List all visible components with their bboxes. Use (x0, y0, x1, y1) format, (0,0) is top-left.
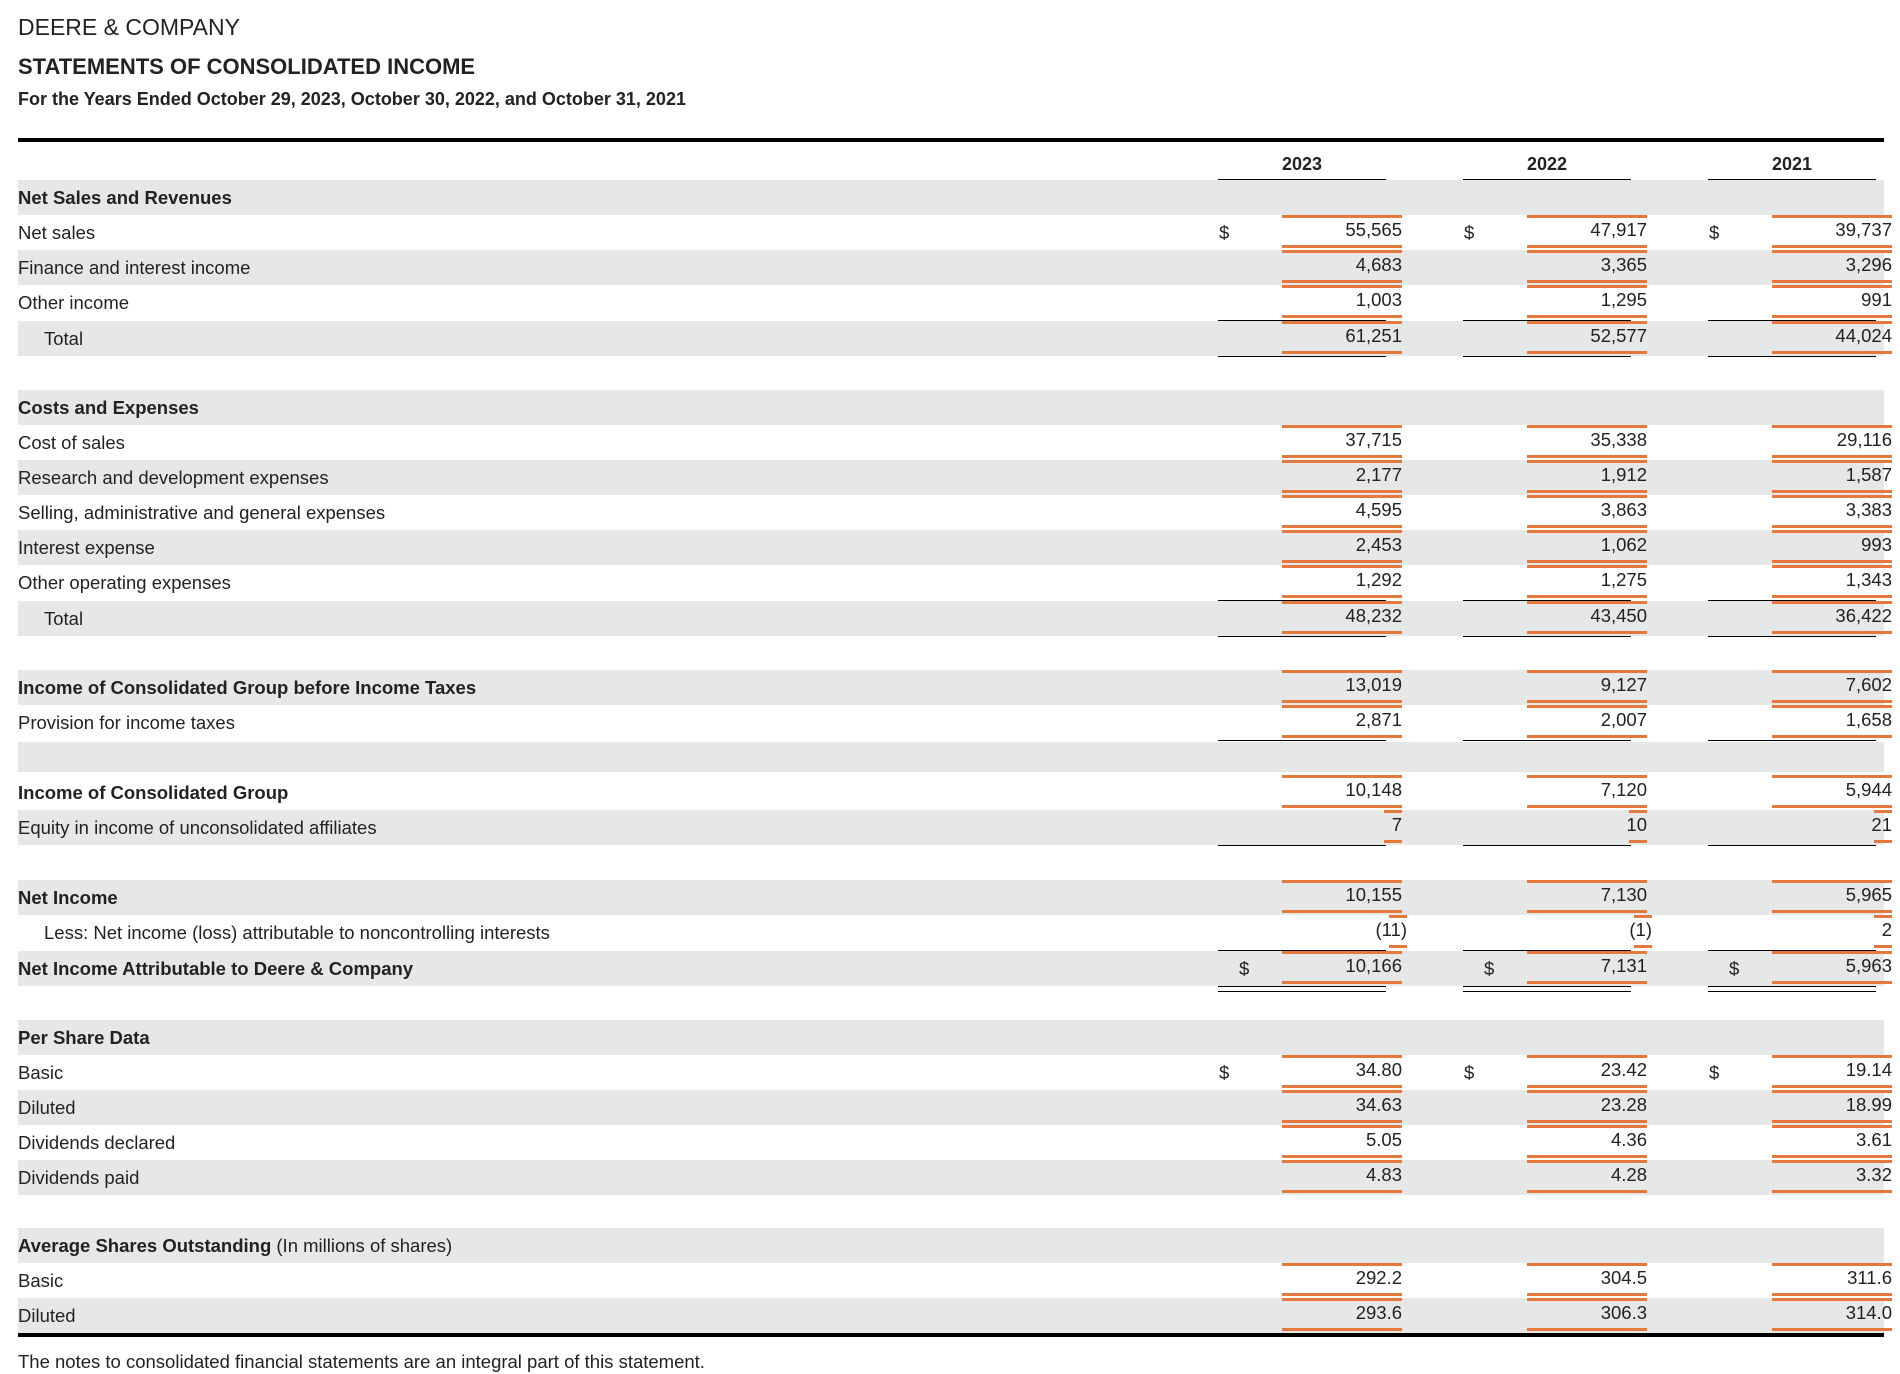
value-2022: 10 (1527, 810, 1647, 845)
subtotal-rule (1218, 740, 1386, 741)
section-heading-row (18, 1228, 1884, 1263)
currency-symbol: $ (1464, 222, 1475, 243)
row-label: Research and development expenses (18, 467, 329, 488)
row-label: Selling, administrative and general expenses (18, 502, 386, 523)
value-2023: 37,715 (1282, 425, 1402, 460)
year-header-2022: 2022 (1463, 149, 1631, 180)
subtotal-rule (1708, 845, 1876, 846)
row-label: Diluted (18, 1305, 76, 1326)
value-2023: 7 (1282, 810, 1402, 845)
subtotal-rule (1708, 740, 1876, 741)
value-2022: 304.5 (1527, 1263, 1647, 1298)
value-2022: 35,338 (1527, 425, 1647, 460)
value-2023: 34.63 (1282, 1090, 1402, 1125)
table-row (18, 425, 1892, 460)
row-label: Basic (18, 1062, 64, 1083)
value-2023: 48,232 (1282, 601, 1402, 636)
value-2021: 3.32 (1772, 1160, 1892, 1195)
section-heading: Net Sales and Revenues (18, 187, 232, 208)
table-row (18, 915, 1892, 950)
total-rule (1463, 636, 1631, 637)
value-2021: 39,737 (1772, 215, 1892, 250)
section-heading-row (18, 390, 1884, 425)
value-2023: 4,683 (1282, 250, 1402, 285)
value-2022: 7,130 (1527, 880, 1647, 915)
value-2022: 7,120 (1527, 775, 1647, 810)
value-2023: (11) (1287, 915, 1407, 950)
subtotal-rule (1218, 845, 1386, 846)
row-label: Provision for income taxes (18, 712, 235, 733)
value-2023: 55,565 (1282, 215, 1402, 250)
value-2023: 10,148 (1282, 775, 1402, 810)
value-2021: 311.6 (1772, 1263, 1892, 1298)
statement-title: STATEMENTS OF CONSOLIDATED INCOME (18, 54, 476, 79)
section-heading-row (18, 1020, 1884, 1055)
value-2021: 18.99 (1772, 1090, 1892, 1125)
value-2023: 293.6 (1282, 1298, 1402, 1333)
value-2021: 36,422 (1772, 601, 1892, 636)
double-total-rule (1218, 986, 1386, 992)
table-row (18, 1160, 1892, 1195)
value-2023: 292.2 (1282, 1263, 1402, 1298)
value-2021: 5,965 (1772, 880, 1892, 915)
top-rule (18, 138, 1884, 142)
total-rule (1708, 636, 1876, 637)
value-2021: 993 (1772, 530, 1892, 565)
section-heading-row (18, 180, 1884, 215)
year-header-2023: 2023 (1218, 149, 1386, 180)
table-row (18, 1055, 1892, 1090)
currency-symbol: $ (1239, 958, 1250, 979)
table-row (18, 495, 1892, 530)
row-label: Dividends paid (18, 1167, 140, 1188)
currency-symbol: $ (1484, 958, 1495, 979)
value-2021: 3,383 (1772, 495, 1892, 530)
value-2022: 1,275 (1527, 565, 1647, 600)
value-2021: 2 (1772, 915, 1892, 950)
value-2022: 23.42 (1527, 1055, 1647, 1090)
value-2021: 5,944 (1772, 775, 1892, 810)
table-row (18, 601, 1892, 636)
value-2021: 29,116 (1772, 425, 1892, 460)
value-2022: 1,062 (1527, 530, 1647, 565)
value-2022: 3,365 (1527, 250, 1647, 285)
double-total-rule (1708, 986, 1876, 992)
total-rule (1463, 356, 1631, 357)
table-row (18, 1298, 1892, 1333)
double-total-rule (1463, 986, 1631, 992)
value-2021: 1,587 (1772, 460, 1892, 495)
table-row (18, 775, 1892, 810)
spacer-row (18, 742, 1884, 772)
table-row (18, 1125, 1892, 1160)
row-label: Net Income (18, 887, 118, 908)
value-2021: 44,024 (1772, 321, 1892, 356)
row-label: Income of Consolidated Group (18, 782, 289, 803)
table-row (18, 565, 1892, 600)
value-2022: 4.28 (1527, 1160, 1647, 1195)
table-row (18, 951, 1892, 986)
value-2021: 3.61 (1772, 1125, 1892, 1160)
table-row (18, 1263, 1892, 1298)
row-label: Equity in income of unconsolidated affiliates (18, 817, 377, 838)
row-label: Finance and interest income (18, 257, 251, 278)
value-2022: 23.28 (1527, 1090, 1647, 1125)
table-row (18, 530, 1892, 565)
value-2021: 314.0 (1772, 1298, 1892, 1333)
value-2022: 1,912 (1527, 460, 1647, 495)
currency-symbol: $ (1464, 1062, 1475, 1083)
value-2023: 10,155 (1282, 880, 1402, 915)
row-label: Net Income Attributable to Deere & Company (18, 958, 414, 979)
currency-symbol: $ (1219, 1062, 1230, 1083)
value-2023: 2,177 (1282, 460, 1402, 495)
table-row (18, 705, 1892, 740)
value-2022: 52,577 (1527, 321, 1647, 356)
table-row (18, 250, 1892, 285)
value-2023: 4.83 (1282, 1160, 1402, 1195)
value-2022: 9,127 (1527, 670, 1647, 705)
value-2022: 306.3 (1527, 1298, 1647, 1333)
footnote: The notes to consolidated financial statements are an integral part of this statement. (18, 1351, 705, 1372)
table-row (18, 880, 1892, 915)
value-2022: 43,450 (1527, 601, 1647, 636)
row-label: Dividends declared (18, 1132, 176, 1153)
value-2022: 1,295 (1527, 285, 1647, 320)
table-row (18, 321, 1892, 356)
table-row (18, 810, 1892, 845)
value-2022: 7,131 (1527, 951, 1647, 986)
value-2022: 2,007 (1527, 705, 1647, 740)
table-row (18, 670, 1892, 705)
value-2021: 5,963 (1772, 951, 1892, 986)
value-2022: 47,917 (1527, 215, 1647, 250)
value-2023: 2,453 (1282, 530, 1402, 565)
section-heading: Per Share Data (18, 1027, 150, 1048)
row-label: Total (44, 608, 84, 629)
value-2021: 21 (1772, 810, 1892, 845)
subtotal-rule (1463, 845, 1631, 846)
currency-symbol: $ (1219, 222, 1230, 243)
table-row (18, 1090, 1892, 1125)
row-label: Less: Net income (loss) attributable to noncontrolling interests (44, 922, 550, 943)
value-2021: 7,602 (1772, 670, 1892, 705)
currency-symbol: $ (1729, 958, 1740, 979)
value-2021: 19.14 (1772, 1055, 1892, 1090)
value-2023: 4,595 (1282, 495, 1402, 530)
value-2023: 13,019 (1282, 670, 1402, 705)
row-label: Diluted (18, 1097, 76, 1118)
table-row (18, 215, 1892, 250)
value-2023: 10,166 (1282, 951, 1402, 986)
table-row (18, 285, 1892, 320)
value-2023: 1,003 (1282, 285, 1402, 320)
value-2023: 1,292 (1282, 565, 1402, 600)
currency-symbol: $ (1709, 222, 1720, 243)
value-2023: 2,871 (1282, 705, 1402, 740)
row-label: Other income (18, 292, 130, 313)
value-2023: 61,251 (1282, 321, 1402, 356)
year-header-2021: 2021 (1708, 149, 1876, 180)
table-row (18, 460, 1892, 495)
row-label: Net sales (18, 222, 96, 243)
section-heading: Costs and Expenses (18, 397, 199, 418)
subtotal-rule (1463, 740, 1631, 741)
total-rule (1218, 356, 1386, 357)
total-rule (1708, 356, 1876, 357)
row-label: Total (44, 328, 84, 349)
value-2023: 5.05 (1282, 1125, 1402, 1160)
row-label: Income of Consolidated Group before Income Taxes (18, 677, 477, 698)
bottom-rule (18, 1333, 1884, 1337)
value-2022: (1) (1532, 915, 1652, 950)
value-2021: 1,343 (1772, 565, 1892, 600)
section-heading: Average Shares Outstanding (In millions of shares) (18, 1235, 453, 1256)
row-label: Other operating expenses (18, 572, 231, 593)
value-2021: 1,658 (1772, 705, 1892, 740)
value-2022: 3,863 (1527, 495, 1647, 530)
company-name: DEERE & COMPANY (18, 14, 240, 40)
total-rule (1218, 636, 1386, 637)
value-2021: 3,296 (1772, 250, 1892, 285)
statement-header (18, 10, 686, 112)
statement-period: For the Years Ended October 29, 2023, October 30, 2022, and October 31, 2021 (18, 89, 686, 109)
value-2022: 4.36 (1527, 1125, 1647, 1160)
row-label: Interest expense (18, 537, 155, 558)
row-label: Cost of sales (18, 432, 125, 453)
value-2023: 34.80 (1282, 1055, 1402, 1090)
row-label: Basic (18, 1270, 64, 1291)
currency-symbol: $ (1709, 1062, 1720, 1083)
value-2021: 991 (1772, 285, 1892, 320)
